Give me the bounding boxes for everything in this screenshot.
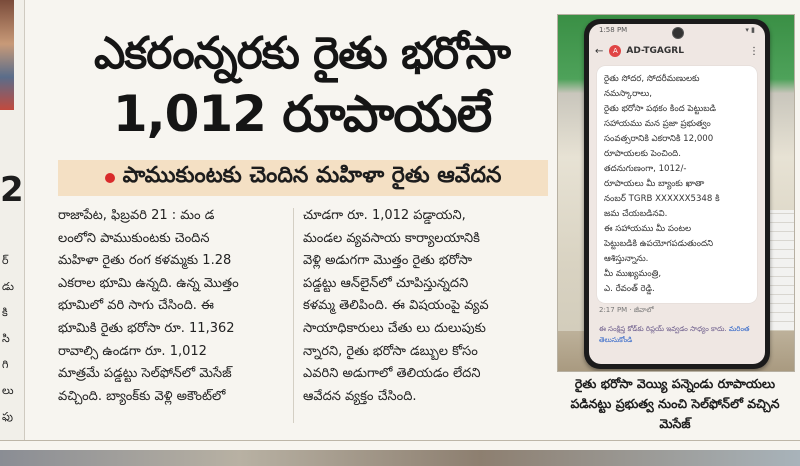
article-line: సాయాధికారులు చేతు లు దులుపుకు <box>303 320 486 336</box>
sms-line: జమ చేయబడినవి. <box>604 209 668 219</box>
sms-line: సహాయము మన ప్రజా ప్రభుత్వం <box>604 119 711 129</box>
adjacent-text-fragment: సి <box>2 332 10 345</box>
sms-line: మీ ముఖ్యమంత్రి, <box>604 269 662 279</box>
article-line: భూమికి రైతు భరోసా రూ. 11,362 <box>58 320 235 336</box>
sms-line: ఎ. రేవంత్ రెడ్డి. <box>604 284 655 294</box>
front-camera <box>672 27 684 39</box>
sms-line: ఈ సహాయము మీ పంటల <box>604 224 692 234</box>
sms-line: పెట్టుబడికి ఉపయోగపడుతుందని <box>604 239 714 249</box>
phone-screen <box>589 24 765 364</box>
sms-line: ఆశిస్తున్నాను. <box>604 254 649 264</box>
sender-avatar: A <box>609 45 621 57</box>
sms-header <box>589 40 765 62</box>
sms-line: నంబర్ TGRB XXXXXX5348 కి <box>604 194 720 204</box>
learn-more-link[interactable]: మరింత తెలుసుకోండి <box>599 325 750 344</box>
sms-line: నమస్కారాలు, <box>604 89 652 99</box>
sender-name: AD-TGAGRL <box>626 46 684 56</box>
adjacent-text-fragment: ఫు <box>2 410 13 423</box>
headline-line-1: ఎకరంన్నరకు రైతు భరోసా <box>93 28 511 79</box>
article-column-1 <box>58 205 283 408</box>
caption-line-1: రైతు భరోసా వెయ్యి పన్నెండు రూపాయలు <box>574 376 776 391</box>
phone-photo <box>557 14 795 372</box>
article-line: ఎకరాల భూమి ఉన్నది. ఉన్న మొత్తం <box>58 275 239 291</box>
subheadline-text: పాముకుంటకు చెందిన మహిళా రైతు ఆవేదన <box>122 163 502 188</box>
article-line: వెళ్లి అడుగగా మొత్తం రైతు భరోసా <box>303 253 472 269</box>
article-line: ఆవేదన వ్యక్తం చేసింది. <box>303 388 417 404</box>
column-divider <box>293 208 294 423</box>
subheadline-bar <box>58 160 548 196</box>
article-line: రాజాపేట, ఫిబ్రవరి 21 : మం డ <box>58 208 215 223</box>
article-column-2 <box>303 205 548 408</box>
sms-bubble <box>597 66 757 303</box>
footer-note-text: ఈ సంక్షిప్త కోడ్‌కు రిప్లయ్ ఇవ్వడం సాధ్యం కాదు. <box>599 325 727 333</box>
more-options-icon: ⋮ <box>749 45 759 57</box>
article-line: భూమిలో వరి సాగు చేసింది. ఈ <box>58 298 214 314</box>
article-line: కళమ్మ తెలిపింది. ఈ విషయంపై వ్యవ <box>303 298 489 314</box>
article-line: పడ్డట్టు ఆన్‌లైన్‌లో చూపిస్తున్నదని <box>303 275 469 291</box>
article-line: రావాల్సి ఉండగా రూ. 1,012 <box>58 343 207 359</box>
photo-caption <box>557 374 793 434</box>
article-headline <box>52 26 552 146</box>
adjacent-photo-fragment <box>0 0 14 110</box>
sms-line: రైతు భరోసా పథకం కింద పెట్టుబడి <box>604 104 717 114</box>
next-article-photo-strip <box>0 450 800 466</box>
article-line: ఎవరిని అడుగాలో తెలియడం లేదని <box>303 366 481 382</box>
article-line: వచ్చింది. బ్యాంక్‌కు వెళ్లి అకౌంట్‌లో <box>58 388 226 404</box>
article-line: లంలోని పాముకుంటకు చెందిన <box>58 230 210 246</box>
sms-line: తదనుగుణంగా, 1012/- <box>604 164 687 174</box>
back-arrow-icon: ← <box>595 45 604 57</box>
adjacent-article-edge <box>0 0 25 440</box>
sms-line: రూపాయలు మీ బ్యాంకు ఖాతా <box>604 179 705 189</box>
adjacent-text-fragment: ర్ <box>2 254 9 267</box>
bullet-icon <box>105 173 115 183</box>
adjacent-text-fragment: కి <box>2 306 8 319</box>
status-time: 1:58 PM <box>599 26 628 34</box>
article-line: చూడగా రూ. 1,012 పడ్డాయని, <box>303 208 466 223</box>
article-line: మండల వ్యవసాయ కార్యాలయానికి <box>303 230 480 246</box>
headline-line-2: 1,012 రూపాయలే <box>112 85 492 143</box>
article-line: మాత్రమే పడ్డట్టు సెల్‌ఫోన్‌లో మెసేజ్ <box>58 366 232 382</box>
article-line: మహిళా రైతు రంగ కళమ్మకు 1.28 <box>58 253 232 269</box>
sms-line: రైతు సోదర, సోదరీమణులకు <box>604 74 700 84</box>
sms-timestamp: 2:17 PM · జీవాలో <box>599 306 654 314</box>
adjacent-text-fragment: డు <box>2 280 14 293</box>
article-line: న్నారని, రైతు భరోసా డబ్బుల కోసం <box>303 343 478 359</box>
status-icons: ▾ ▮ <box>745 26 755 34</box>
adjacent-text-fragment: గి <box>2 358 9 371</box>
adjacent-text-fragment: లు <box>2 384 14 397</box>
section-divider <box>0 440 800 441</box>
adjacent-heading-fragment: 2 <box>0 170 24 210</box>
sms-footer-note <box>599 324 755 346</box>
smartphone <box>584 19 770 369</box>
caption-line-2: పడినట్టు ప్రభుత్వ నుంచి సెల్‌ఫోన్‌లో వచ్చిన మెసేజ్ <box>570 396 780 431</box>
sms-line: సంవత్సరానికి ఎకరానికి 12,000 <box>604 134 714 144</box>
sms-line: రూపాయలకు పెంచింది. <box>604 149 681 159</box>
